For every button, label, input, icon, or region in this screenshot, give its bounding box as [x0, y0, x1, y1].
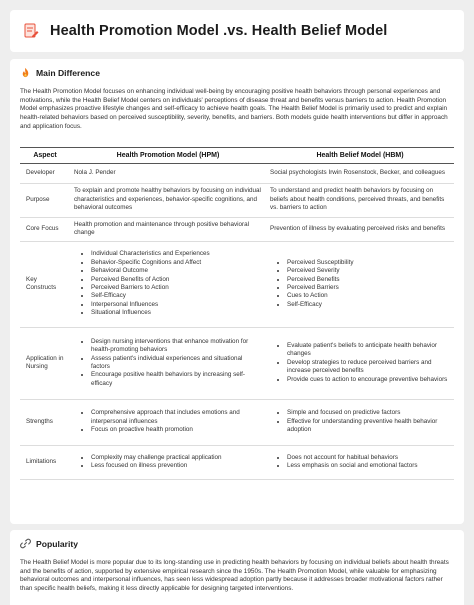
- flame-icon: [20, 67, 31, 78]
- page-header: [10, 10, 464, 52]
- row-hpm: [70, 327, 266, 399]
- row-hpm: Health promotion and maintenance through positive behavioral change: [70, 217, 266, 241]
- list-item: • Develop strategies to reduce perceived barriers and increase perceived benefits: [287, 359, 450, 376]
- hbm-list: [287, 454, 450, 471]
- list-item: • Self-Efficacy: [287, 301, 450, 309]
- header-hpm: Health Promotion Model (HPM): [70, 147, 266, 163]
- page-title: Health Promotion Model .vs. Health Belief Model: [50, 23, 388, 39]
- list-item: • Encourage positive health behaviors by increasing self-efficacy: [91, 371, 262, 388]
- list-item: • Complexity may challenge practical application: [91, 454, 262, 462]
- list-item: • Provide cues to action to encourage preventive behaviors: [287, 376, 450, 384]
- row-hbm: [266, 327, 454, 399]
- hpm-list: [91, 454, 262, 471]
- list-item: • Cues to Action: [287, 292, 450, 300]
- table-row: [20, 445, 454, 479]
- list-item: • Effective for understanding preventive health behavior adoption: [287, 418, 450, 435]
- row-aspect: Key Constructs: [20, 241, 70, 327]
- list-item: • Perceived Severity: [287, 267, 450, 275]
- row-hbm: Prevention of illness by evaluating perceived risks and benefits: [266, 217, 454, 241]
- list-item: • Behavioral Outcome: [91, 267, 262, 275]
- row-hbm: [266, 241, 454, 327]
- table-row: [20, 163, 454, 183]
- list-item: • Less emphasis on social and emotional factors: [287, 462, 450, 470]
- header-hbm: Health Belief Model (HBM): [266, 147, 454, 163]
- row-aspect: Purpose: [20, 183, 70, 217]
- row-hpm: [70, 445, 266, 479]
- header-aspect: Aspect: [20, 147, 70, 163]
- comparison-table: [20, 147, 454, 480]
- list-item: • Assess patient's individual experiences and situational factors: [91, 355, 262, 372]
- row-aspect: Developer: [20, 163, 70, 183]
- row-hbm: Social psychologists Irwin Rosenstock, Becker, and colleagues: [266, 163, 454, 183]
- row-aspect: Limitations: [20, 445, 70, 479]
- row-aspect: Application in Nursing: [20, 327, 70, 399]
- hpm-list: [91, 338, 262, 388]
- table-row: [20, 183, 454, 217]
- table-row: [20, 399, 454, 445]
- popularity-text: The Health Belief Model is more popular due to its long-standing use in predicting health behaviors by focusing on individual beliefs about health threats and the benefits of action, supported by extensive empirical research since the 1950s. The Health Promotion Model, while valuable for emphasizing behavioral outcomes and interpersonal influences, has seen less widespread adoption partly because it addresses broader motivational factors rather than specific health beliefs, making it less directly applicable for designing targeted interventions.: [20, 559, 449, 593]
- list-item: • Situational Influences: [91, 309, 262, 317]
- table-row: [20, 241, 454, 327]
- table-header-row: [20, 147, 454, 163]
- main-difference-heading: [20, 67, 454, 78]
- hbm-list: [287, 342, 450, 384]
- hbm-list: [287, 259, 450, 309]
- list-item: • Perceived Barriers: [287, 284, 450, 292]
- list-item: • Focus on proactive health promotion: [91, 426, 262, 434]
- popularity-heading: [20, 538, 454, 549]
- row-hpm: [70, 241, 266, 327]
- list-item: • Design nursing interventions that enhance motivation for health-promoting behaviors: [91, 338, 262, 355]
- row-hbm: To understand and predict health behaviors by focusing on beliefs about health conditions, perceived threats, and benefits vs. barriers to action: [266, 183, 454, 217]
- link-icon: [20, 538, 31, 549]
- list-item: • Does not account for habitual behaviors: [287, 454, 450, 462]
- list-item: • Perceived Barriers to Action: [91, 284, 262, 292]
- row-hbm: [266, 445, 454, 479]
- row-aspect: Strengths: [20, 399, 70, 445]
- table-row: [20, 217, 454, 241]
- list-item: • Self-Efficacy: [91, 292, 262, 300]
- row-hbm: [266, 399, 454, 445]
- list-item: • Individual Characteristics and Experiences: [91, 250, 262, 258]
- list-item: • Less focused on illness prevention: [91, 462, 262, 470]
- popularity-heading-text: Popularity: [36, 538, 79, 549]
- list-item: • Comprehensive approach that includes emotions and interpersonal influences: [91, 409, 262, 426]
- list-item: • Behavior-Specific Cognitions and Affect: [91, 259, 262, 267]
- hpm-list: [91, 250, 262, 317]
- main-difference-text: The Health Promotion Model focuses on enhancing individual well-being by encouraging positive health behaviors through personal experiences and motivations, while the Health Belief Model centers on individuals' perceptions of disease threat and benefits versus barriers to action. Health Promotion Model emphasizes proactive lifestyle changes and self-efficacy to achieve health goals. The Health Belief Model is primarily used to predict and explain health-related behaviors based on perceived susceptibility, severity, benefits, and barriers. Both models guide health interventions but differ in approach and application focus.: [20, 88, 448, 130]
- table-row: [20, 327, 454, 399]
- row-aspect: Core Focus: [20, 217, 70, 241]
- list-item: • Simple and focused on predictive factors: [287, 409, 450, 417]
- list-item: • Perceived Benefits: [287, 276, 450, 284]
- popularity-section: [10, 530, 464, 605]
- list-item: • Evaluate patient's beliefs to anticipate health behavior changes: [287, 342, 450, 359]
- row-hpm: To explain and promote healthy behaviors by focusing on individual characteristics and experiences, behavior-specific cognitions, and behavioral outcomes: [70, 183, 266, 217]
- main-difference-heading-text: Main Difference: [36, 67, 100, 78]
- list-item: • Interpersonal Influences: [91, 301, 262, 309]
- list-item: • Perceived Benefits of Action: [91, 276, 262, 284]
- list-item: • Perceived Susceptibility: [287, 259, 450, 267]
- hpm-list: [91, 409, 262, 434]
- row-hpm: Nola J. Pender: [70, 163, 266, 183]
- document-edit-icon: [22, 22, 40, 40]
- main-difference-section: [10, 59, 464, 524]
- row-hpm: [70, 399, 266, 445]
- hbm-list: [287, 409, 450, 434]
